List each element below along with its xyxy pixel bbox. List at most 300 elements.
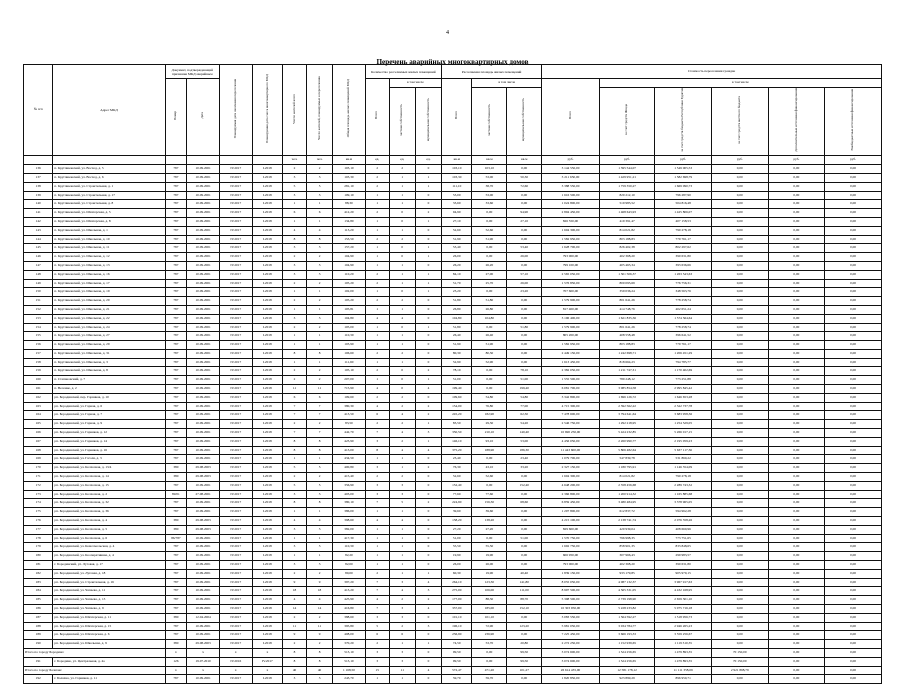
table-cell: 1 696 126,72 (599, 393, 655, 402)
table-cell: 1 (365, 200, 389, 209)
table-row (24, 314, 882, 323)
table-cell: x (219, 648, 252, 657)
table-cell: 182 (24, 569, 53, 578)
table-cell: 4 456 050,00 (542, 437, 600, 446)
table-cell: 0,00 (768, 640, 825, 649)
table-cell: рп. Бородинский, ул. Луговая, д. 18 (53, 569, 165, 578)
table-cell: 1 (283, 341, 307, 350)
table-cell: 0,00 (825, 349, 882, 358)
table-row (24, 341, 882, 350)
table-cell: 0,00 (825, 543, 882, 552)
table-row (24, 605, 882, 614)
table-cell: 0,00 (768, 446, 825, 455)
table-cell: 39,60 (442, 508, 472, 517)
table-cell: 111,10 (442, 182, 472, 191)
table-cell: 0,00 (711, 226, 768, 235)
table-cell: 0,00 (825, 631, 882, 640)
table-cell: 10.09.2001 (187, 279, 220, 288)
table-cell: 134,80 (333, 217, 366, 226)
table-cell: 0,00 (768, 420, 825, 429)
table-cell: 787 (165, 191, 187, 200)
table-cell: 1 (283, 305, 307, 314)
table-cell: 3 074 600,00 (542, 657, 600, 666)
table-cell: 77,60 (442, 490, 472, 499)
table-cell: 93,10 (472, 437, 507, 446)
table-row (24, 429, 882, 438)
table-cell: 26,20 (472, 261, 507, 270)
table-cell: 77,00 (507, 402, 542, 411)
table-cell: x (252, 666, 282, 675)
table-cell: 0 (415, 165, 441, 174)
table-cell: 1 024 800,00 (542, 200, 600, 209)
table-cell: 10.09.2001 (187, 270, 220, 279)
table-cell: 164 (24, 411, 53, 420)
table-cell: 137 (24, 173, 53, 182)
table-cell: 0,00 (711, 525, 768, 534)
header-area-total-text: Всего (453, 111, 458, 120)
table-cell: 14 (283, 605, 307, 614)
table-cell: 0,00 (711, 332, 768, 341)
table-cell: IV.2017 (219, 587, 252, 596)
table-cell: I.2018 (252, 367, 282, 376)
table-cell: 10.09.2001 (187, 200, 220, 209)
table-cell: 104,80 (442, 314, 472, 323)
table-cell: 8 (283, 349, 307, 358)
table-cell: 0,00 (825, 200, 882, 209)
table-cell: 0,00 (711, 587, 768, 596)
table-cell: 1 (365, 217, 389, 226)
table-cell: 1 (307, 508, 333, 517)
table-cell: 2 (283, 367, 307, 376)
table-cell: 10.09.2001 (187, 349, 220, 358)
table-cell: 0 (389, 367, 415, 376)
table-cell: 5 424 232,85 (599, 429, 655, 438)
table-cell: 155 (24, 332, 53, 341)
table-cell: 0,00 (825, 217, 882, 226)
table-cell: 138 (24, 182, 53, 191)
table-cell: рп. Бородинский, ул. Горная, д. 9 (53, 420, 165, 429)
table-cell: 1 (415, 323, 441, 332)
table-cell: 0,00 (768, 429, 825, 438)
table-cell: 4 (283, 226, 307, 235)
table-cell: 103,90 (333, 341, 366, 350)
table-cell: 1 (307, 305, 333, 314)
table-cell: 299 983,57 (655, 552, 712, 561)
table-cell: 3 (283, 314, 307, 323)
table-cell: 3 (307, 675, 333, 684)
table-cell: 787 (165, 209, 187, 218)
table-cell: 1 839 150,00 (542, 569, 600, 578)
table-cell: 33,20 (507, 464, 542, 473)
table-cell: 1 (365, 332, 389, 341)
table-cell: x (165, 666, 187, 675)
table-cell: 803 188,83 (599, 341, 655, 350)
table-cell: 54,20 (507, 420, 542, 429)
table-row (24, 481, 882, 490)
table-cell: 10.09.2001 (187, 367, 220, 376)
table-cell: 0,00 (711, 191, 768, 200)
table-cell: I.2018 (252, 182, 282, 191)
table-cell: 3 (307, 270, 333, 279)
table-cell: 1 (415, 569, 441, 578)
header-rooms-municipal-text: муниципальная собственность (425, 98, 430, 142)
table-cell: 1 (415, 253, 441, 262)
table-cell: 2 (283, 613, 307, 622)
table-cell: 0,00 (768, 341, 825, 350)
table-cell: 40 (307, 666, 333, 675)
table-cell: 5 (307, 182, 333, 191)
table-cell: 0,00 (507, 226, 542, 235)
table-cell: 11 443 600,00 (542, 446, 600, 455)
table-cell: 7 (283, 429, 307, 438)
table-cell: 3 (307, 543, 333, 552)
table-cell: 787 (165, 253, 187, 262)
table-cell: 402 651,24 (655, 305, 712, 314)
table-cell: 10.09.2001 (187, 393, 220, 402)
table-cell: 82,20 (333, 552, 366, 561)
table-cell: 236,90 (472, 631, 507, 640)
table-cell: 10.09.2001 (187, 323, 220, 332)
table-cell: I.2018 (252, 675, 282, 684)
table-cell: 0,00 (507, 305, 542, 314)
table-cell: 161 (24, 385, 53, 394)
header-area-total (442, 79, 472, 156)
table-cell: IV.2017 (219, 437, 252, 446)
table-cell: 51,80 (472, 297, 507, 306)
table-cell: 1 180 795,91 (599, 464, 655, 473)
table-cell: 1 (283, 508, 307, 517)
table-row (24, 675, 882, 684)
table-cell: 113,20 (333, 226, 366, 235)
table-cell: 858 901,35 (599, 543, 655, 552)
table-row (24, 490, 882, 499)
table-cell: 9 (307, 578, 333, 587)
header-doc-number (165, 79, 187, 156)
table-cell: 178 (24, 534, 53, 543)
table-cell: рп. Бородинский, ул. Колхозная, д. 6 (53, 534, 165, 543)
table-cell: 1 254 529,05 (655, 420, 712, 429)
table-cell: I.2018 (252, 385, 282, 394)
table-cell: 5 (283, 182, 307, 191)
table-cell: IV.2017 (219, 517, 252, 526)
table-cell: 0,00 (825, 605, 882, 614)
table-cell: 27,00 (472, 270, 507, 279)
table-cell: 793 000,00 (542, 253, 600, 262)
table-cell: 3 (365, 490, 389, 499)
table-cell: рп. Бородинский, ул. Колхозная, д. 2 (53, 490, 165, 499)
table-cell: 0,00 (768, 631, 825, 640)
table-cell: 419 391,47 (599, 217, 655, 226)
table-cell: 0,00 (507, 490, 542, 499)
table-cell: 0,00 (711, 297, 768, 306)
header-rooms-group: Количество расселяемых жилых помещений (365, 65, 441, 79)
header-residents (283, 65, 307, 156)
table-cell: 2 195 059,23 (655, 437, 712, 446)
table-cell: 0,00 (768, 217, 825, 226)
table-cell: 158 (24, 358, 53, 367)
table-cell: x (252, 648, 282, 657)
table-cell: IV.2017 (219, 358, 252, 367)
table-cell: 1 669 090,73 (655, 182, 712, 191)
table-cell: IV.2017 (219, 200, 252, 209)
table-cell: 820 212,10 (599, 191, 655, 200)
table-cell: 4 (415, 605, 441, 614)
table-cell: 787 (165, 244, 187, 253)
table-cell: 572,47 (442, 666, 472, 675)
table-cell: 2 (283, 569, 307, 578)
table-cell: 0,00 (825, 490, 882, 499)
table-cell: 2 (365, 165, 389, 174)
header-rooms-private (389, 87, 415, 156)
table-cell: 787 (165, 305, 187, 314)
table-cell: IV.2017 (219, 675, 252, 684)
table-cell: 0,00 (768, 323, 825, 332)
table-cell: 27,10 (507, 217, 542, 226)
table-cell: 787 (165, 561, 187, 570)
table-cell: рп. Бородинский, ул. Колхозная, д. 4 (53, 517, 165, 526)
table-cell: п. Кругликовский, ул. Школьная, д. 17 (53, 279, 165, 288)
table-cell: п. Кругликовский, ул. Школьная, д. 11 (53, 244, 165, 253)
table-cell: 0,00 (507, 200, 542, 209)
table-cell: Итого по городу Бородино: (24, 648, 166, 657)
table-cell: 1 479 893,35 (655, 657, 712, 666)
table-cell: 4 (283, 596, 307, 605)
table-cell: 1 (389, 270, 415, 279)
table-cell: 10.09.2001 (187, 182, 220, 191)
table-cell: 10.09.2001 (187, 543, 220, 552)
table-cell: 7 (307, 402, 333, 411)
table-cell: 3 (389, 578, 415, 587)
table-cell: I.2018 (252, 534, 282, 543)
table-cell: IV.2017 (219, 288, 252, 297)
table-cell: 787 (165, 622, 187, 631)
table-cell: 163 (24, 402, 53, 411)
table-cell: 3 083 550,00 (542, 613, 600, 622)
table-cell: IV.2017 (219, 508, 252, 517)
table-cell: 2 (415, 402, 441, 411)
table-cell: 138,20 (442, 517, 472, 526)
table-cell: 1 (389, 305, 415, 314)
table-cell: 40,40 (507, 569, 542, 578)
table-cell: 787 (165, 437, 187, 446)
table-cell: 0,00 (768, 173, 825, 182)
table-cell: 3 (415, 622, 441, 631)
table-cell: 55,50 (442, 543, 472, 552)
table-cell: 10.09.2001 (187, 341, 220, 350)
table-cell: 5 075 716,18 (655, 605, 712, 614)
table-cell: 0,00 (825, 288, 882, 297)
table-cell: 0,00 (472, 534, 507, 543)
table-cell: 4 (365, 314, 389, 323)
table-cell: 826 402,38 (599, 244, 655, 253)
table-cell: 4 (415, 385, 441, 394)
table-cell: 210,10 (472, 429, 507, 438)
table-cell: 787 (165, 543, 187, 552)
table-cell: 0,00 (825, 209, 882, 218)
table-cell: 0,00 (768, 165, 825, 174)
table-cell: 1 524 256,65 (599, 657, 655, 666)
table-cell: 0,00 (768, 385, 825, 394)
table-cell: 1 692 750,00 (542, 543, 600, 552)
table-cell: 101,10 (472, 613, 507, 622)
table-cell: 2 (389, 349, 415, 358)
table-cell: 1 468 643,93 (599, 209, 655, 218)
table-cell: 0,00 (825, 165, 882, 174)
table-cell: 29,30 (472, 420, 507, 429)
table-cell: 149 (24, 279, 53, 288)
table-cell: 2 (283, 297, 307, 306)
table-cell: 27,20 (472, 525, 507, 534)
table-body (24, 156, 882, 684)
table-cell: IV.2017 (219, 226, 252, 235)
table-cell: 103,30 (333, 173, 366, 182)
table-cell: 2 449 150,00 (542, 349, 600, 358)
table-cell: 787 (165, 235, 187, 244)
table-cell: 103,10 (442, 165, 472, 174)
table-cell: 1 (307, 358, 333, 367)
table-cell: IV.2017 (219, 464, 252, 473)
table-cell: 157,20 (333, 244, 366, 253)
table-cell: 2 (283, 253, 307, 262)
table-cell: 10 303 950,00 (542, 605, 600, 614)
table-cell: 412,20 (333, 209, 366, 218)
table-cell: 10.09.2001 (187, 288, 220, 297)
table-cell: 6 (365, 411, 389, 420)
header-rooms-in-that: в том числе (389, 79, 441, 88)
table-cell: 416,80 (333, 605, 366, 614)
table-row (24, 613, 882, 622)
table-cell: 1 (283, 200, 307, 209)
table-cell: 787 (165, 578, 187, 587)
table-cell: 2 739 198,90 (599, 596, 655, 605)
table-cell: 8 (307, 349, 333, 358)
table-cell: 787 (165, 376, 187, 385)
table-cell: 144 (24, 235, 53, 244)
table-cell: 8 (283, 446, 307, 455)
table-cell: 10.09.2001 (187, 429, 220, 438)
table-cell: 123,20 (507, 622, 542, 631)
table-cell: п. Кругликовский, ул. Шахтерская, д. 8 (53, 217, 165, 226)
table-cell: 4 (283, 517, 307, 526)
table-cell: 188 (24, 622, 53, 631)
table-cell: 26,80 (472, 305, 507, 314)
table-cell: 5 981 050,00 (542, 622, 600, 631)
table-cell: 0,00 (507, 473, 542, 482)
table-cell: IV.2017 (219, 569, 252, 578)
table-cell: 414 748,76 (599, 305, 655, 314)
table-cell: I.2018 (252, 165, 282, 174)
table-cell: IV.2017 (219, 631, 252, 640)
table-cell: 1 (365, 358, 389, 367)
table-cell: 3 (365, 437, 389, 446)
table-cell: 787 (165, 270, 187, 279)
header-rooms-municipal (415, 87, 441, 156)
table-cell: I.2018 (252, 244, 282, 253)
table-cell: 80,00 (333, 569, 366, 578)
table-cell: 1 (283, 288, 307, 297)
table-cell: 171 (24, 473, 53, 482)
table-cell: рп. Бородинский, ул. Горняков, д. 14 (53, 437, 165, 446)
table-cell: 145 (24, 244, 53, 253)
table-cell: 0 (415, 561, 441, 570)
table-cell: 413,50 (333, 411, 366, 420)
table-cell: рп. Бородинский, ул. Шахтерская, д. 15 (53, 622, 165, 631)
table-cell: рп. Бородинский, ул. Кооперативная, д. 4 (53, 552, 165, 561)
table-cell: 787 (165, 420, 187, 429)
table-cell: 8 (307, 437, 333, 446)
table-cell: 3 (415, 587, 441, 596)
table-cell: 0,00 (711, 543, 768, 552)
table-row (24, 561, 882, 570)
table-cell: 0 (415, 341, 441, 350)
table-cell: 40 (283, 666, 307, 675)
table-cell: 0,00 (507, 613, 542, 622)
table-cell: 2 (389, 420, 415, 429)
table-cell: 787 (165, 279, 187, 288)
table-cell: 1 (307, 455, 333, 464)
table-cell: 2 (307, 297, 333, 306)
table-cell: 0,00 (825, 666, 882, 675)
table-cell: 167 (24, 437, 53, 446)
table-cell: 26,00 (442, 561, 472, 570)
header-fund-text: за счет средств Фонда (624, 104, 629, 136)
table-cell: I.2018 (252, 341, 282, 350)
table-cell: 190 (24, 640, 53, 649)
table-cell: 51,70 (442, 279, 472, 288)
table-cell: 408 660,96 (655, 525, 712, 534)
table-cell: 9 (283, 578, 307, 587)
table-cell: 165 (24, 420, 53, 429)
table-cell: IV.2017 (219, 411, 252, 420)
table-cell: 146,10 (442, 437, 472, 446)
table-cell: 7 (283, 402, 307, 411)
table-cell: 4 (415, 446, 441, 455)
table-cell: 787 (165, 297, 187, 306)
header-additional (768, 87, 825, 156)
table-cell: 2 076 358,26 (655, 517, 712, 526)
table-cell: 3 211 650,00 (542, 173, 600, 182)
table-cell: 0 (415, 349, 441, 358)
table-cell: 0,00 (472, 455, 507, 464)
table-cell: I.2018 (252, 429, 282, 438)
table-cell: 0,00 (507, 561, 542, 570)
table-cell: 146 (24, 253, 53, 262)
table-cell: 2 (389, 622, 415, 631)
table-cell: 787 (165, 323, 187, 332)
table-row (24, 657, 882, 666)
table-cell: 0,00 (825, 596, 882, 605)
table-cell (24, 156, 53, 165)
table-cell: 172 (24, 481, 53, 490)
table-cell: 0,00 (768, 490, 825, 499)
table-cell (165, 156, 187, 165)
table-cell: 140,40 (507, 429, 542, 438)
table-cell: 0,00 (825, 173, 882, 182)
table-cell: 0 (415, 490, 441, 499)
table-cell: 26,20 (442, 261, 472, 270)
table-cell: 10.09.2001 (187, 191, 220, 200)
table-cell: 3 (307, 191, 333, 200)
table-cell: 3 480 484,95 (599, 499, 655, 508)
table-cell: IV.2017 (219, 217, 252, 226)
table-cell: 4 (389, 314, 415, 323)
table-cell: 126 (165, 657, 187, 666)
table-row (24, 226, 882, 235)
table-cell: 0,00 (768, 587, 825, 596)
table-cell: 787 (165, 200, 187, 209)
table-cell: 7 (307, 429, 333, 438)
table-cell: 5 398 500,00 (542, 596, 600, 605)
